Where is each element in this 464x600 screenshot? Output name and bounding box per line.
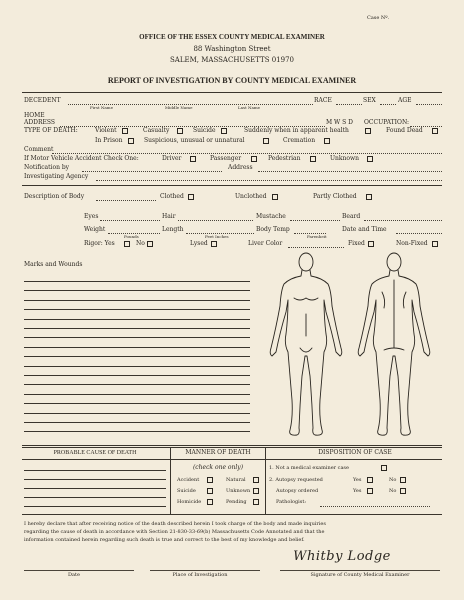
last-name-label: Last Name bbox=[238, 105, 261, 110]
body-temp-label: Body Temp bbox=[256, 226, 290, 233]
feet-inches-label: Feet Inches bbox=[205, 234, 229, 239]
manner-of-death-heading: MANNER OF DEATH bbox=[185, 449, 251, 456]
table-divider-1 bbox=[170, 447, 171, 514]
fixed-label: Fixed bbox=[348, 240, 365, 247]
suspicious-checkbox[interactable] bbox=[263, 138, 269, 144]
investigating-agency-label: Investigating Agency bbox=[24, 173, 89, 180]
bottom-table-top-rule-2 bbox=[22, 447, 442, 448]
notification-label: Notification by bbox=[24, 164, 70, 171]
in-prison-label: In Prison bbox=[95, 137, 123, 144]
not-me-case-checkbox[interactable] bbox=[381, 465, 387, 471]
hair-label: Hair bbox=[162, 213, 176, 220]
decedent-label: DECEDENT bbox=[24, 97, 61, 104]
passenger-label: Passenger bbox=[210, 155, 242, 162]
accident-label: Accident bbox=[177, 477, 200, 483]
autopsy-ord-no-checkbox[interactable] bbox=[400, 488, 406, 494]
fixed-checkbox[interactable] bbox=[368, 241, 374, 247]
liver-color-label: Liver Color bbox=[248, 240, 283, 247]
driver-checkbox[interactable] bbox=[190, 156, 196, 162]
not-me-case-label: 1. Not a medical examiner case bbox=[269, 465, 349, 471]
casualty-checkbox[interactable] bbox=[177, 128, 183, 134]
autopsy-req-yes-label: Yes bbox=[353, 477, 362, 483]
beard-line[interactable] bbox=[364, 220, 442, 221]
comment-line[interactable] bbox=[52, 153, 442, 154]
homicide-label: Homicide bbox=[177, 499, 202, 505]
mustache-label: Mustache bbox=[256, 213, 286, 220]
mustache-line[interactable] bbox=[290, 220, 340, 221]
cremation-checkbox[interactable] bbox=[324, 138, 330, 144]
marks-wounds-line[interactable] bbox=[24, 422, 250, 423]
marks-wounds-line[interactable] bbox=[24, 384, 250, 385]
probable-cause-line[interactable] bbox=[24, 470, 166, 471]
address-label: ADDRESS bbox=[24, 119, 55, 126]
farenheit-label: Farenheit bbox=[307, 234, 327, 239]
homicide-checkbox[interactable] bbox=[207, 499, 213, 505]
section-rule-1 bbox=[22, 185, 442, 186]
length-label: Length bbox=[162, 226, 184, 233]
autopsy-ord-yes-label: Yes bbox=[353, 488, 362, 494]
rigor-no-label: No bbox=[136, 240, 145, 247]
suspicious-label: Suspicious, unusual or unnatural bbox=[144, 137, 245, 144]
probable-cause-line[interactable] bbox=[24, 479, 166, 480]
notification-address-label: Address bbox=[228, 164, 253, 171]
sudden-label: Suddenly when in apparent health bbox=[244, 127, 349, 134]
partly-clothed-checkbox[interactable] bbox=[366, 194, 372, 200]
marks-wounds-line[interactable] bbox=[24, 337, 250, 338]
suicide-checkbox[interactable] bbox=[221, 128, 227, 134]
non-fixed-label: Non-Fixed bbox=[396, 240, 428, 247]
body-back-icon bbox=[358, 253, 430, 435]
hair-line[interactable] bbox=[178, 220, 253, 221]
partly-clothed-label: Partly Clothed bbox=[313, 193, 357, 200]
marital-status-label: M W S D bbox=[326, 119, 353, 126]
lysed-checkbox[interactable] bbox=[211, 241, 217, 247]
marks-wounds-line[interactable] bbox=[24, 413, 250, 414]
bottom-table-bottom-rule bbox=[22, 514, 442, 515]
pathologist-label: Pathologist: bbox=[276, 499, 307, 505]
middle-name-label: Middle Name bbox=[165, 105, 193, 110]
beard-label: Beard bbox=[342, 213, 361, 220]
pending-checkbox[interactable] bbox=[253, 499, 259, 505]
in-prison-checkbox[interactable] bbox=[128, 138, 134, 144]
probable-cause-line[interactable] bbox=[24, 488, 166, 489]
autopsy-requested-label: 2. Autopsy requested bbox=[269, 477, 323, 483]
place-line[interactable] bbox=[150, 570, 260, 571]
declaration-line-2: regarding the cause of death in accordance with Section 21-830-33-69(b) Massachusetts Code Annotated and that the bbox=[24, 529, 325, 535]
sudden-checkbox[interactable] bbox=[365, 128, 371, 134]
marks-wounds-line[interactable] bbox=[24, 290, 250, 291]
autopsy-req-no-label: No bbox=[389, 477, 397, 483]
natural-label: Natural bbox=[226, 477, 246, 483]
date-time-line[interactable] bbox=[396, 233, 442, 234]
comment-label: Comment bbox=[24, 146, 54, 153]
examiner-signature: Whitby Lodge bbox=[293, 549, 391, 564]
race-line[interactable] bbox=[336, 104, 362, 105]
check-one-note: (check one only) bbox=[192, 464, 244, 471]
pounds-label: Pounds bbox=[124, 234, 139, 239]
manner-suicide-checkbox[interactable] bbox=[207, 488, 213, 494]
clothed-label: Clothed bbox=[160, 193, 184, 200]
unknown-label: Unknown bbox=[330, 155, 360, 162]
found-dead-checkbox[interactable] bbox=[432, 128, 438, 134]
rigor-yes-checkbox[interactable] bbox=[124, 241, 130, 247]
autopsy-req-no-checkbox[interactable] bbox=[400, 477, 406, 483]
race-label: RACE bbox=[314, 97, 332, 104]
pathologist-line[interactable] bbox=[320, 506, 430, 507]
age-line[interactable] bbox=[416, 104, 442, 105]
occupation-label: OCCUPATION: bbox=[364, 119, 409, 126]
liver-color-line[interactable] bbox=[288, 247, 344, 248]
marks-wounds-line[interactable] bbox=[24, 431, 250, 432]
date-label: Date bbox=[68, 572, 80, 578]
body-front-icon bbox=[270, 253, 342, 435]
marks-wounds-line[interactable] bbox=[24, 394, 250, 395]
marks-wounds-line[interactable] bbox=[24, 347, 250, 348]
age-label: AGE bbox=[398, 97, 412, 104]
autopsy-ord-yes-checkbox[interactable] bbox=[367, 488, 373, 494]
report-title: REPORT OF INVESTIGATION BY COUNTY MEDICAL EXAMINER bbox=[107, 76, 357, 85]
probable-cause-heading: PROBABLE CAUSE OF DEATH bbox=[53, 450, 137, 456]
notification-address-line[interactable] bbox=[258, 171, 442, 172]
rigor-no-checkbox[interactable] bbox=[147, 241, 153, 247]
non-fixed-checkbox[interactable] bbox=[432, 241, 438, 247]
violent-label: Violent bbox=[95, 127, 117, 134]
home-label: HOME bbox=[24, 112, 45, 119]
motor-vehicle-label: If Motor Vehicle Accident Check One: bbox=[24, 155, 139, 162]
manner-suicide-label: Suicide bbox=[177, 488, 196, 494]
disposition-heading: DISPOSITION OF CASE bbox=[318, 449, 392, 456]
office-city: SALEM, MASSACHUSETTS 01970 bbox=[170, 56, 294, 64]
marks-wounds-line[interactable] bbox=[24, 281, 250, 282]
notification-line[interactable] bbox=[82, 171, 222, 172]
sex-line[interactable] bbox=[380, 104, 396, 105]
header-rule bbox=[22, 92, 442, 93]
autopsy-ordered-label: Autopsy ordered bbox=[276, 488, 319, 494]
date-time-label: Date and Time bbox=[342, 226, 387, 233]
marks-wounds-line[interactable] bbox=[24, 366, 250, 367]
lysed-label: Lysed bbox=[190, 240, 208, 247]
body-diagram-icon bbox=[264, 252, 440, 440]
signature-line[interactable] bbox=[280, 570, 440, 571]
eyes-label: Eyes bbox=[84, 213, 99, 220]
marks-wounds-line[interactable] bbox=[24, 309, 250, 310]
marks-wounds-line[interactable] bbox=[24, 328, 250, 329]
marks-wounds-label: Marks and Wounds bbox=[24, 261, 83, 268]
suicide-label: Suicide bbox=[193, 127, 216, 134]
probable-cause-line[interactable] bbox=[24, 497, 166, 498]
sex-label: SEX bbox=[363, 97, 376, 104]
clothed-checkbox[interactable] bbox=[188, 194, 194, 200]
type-of-death-label: TYPE OF DEATH: bbox=[24, 127, 78, 134]
rigor-label: Rigor: Yes bbox=[84, 240, 115, 247]
weight-label: Weight bbox=[84, 226, 106, 233]
date-line[interactable] bbox=[24, 570, 134, 571]
unknown-checkbox[interactable] bbox=[367, 156, 373, 162]
casualty-label: Casualty bbox=[143, 127, 170, 134]
table-divider-2 bbox=[265, 447, 266, 514]
bottom-table-header-rule bbox=[22, 459, 442, 460]
pending-label: Pending bbox=[226, 499, 247, 505]
probable-cause-line[interactable] bbox=[24, 506, 166, 507]
manner-unknown-label: Unknown bbox=[226, 488, 251, 494]
description-line[interactable] bbox=[96, 200, 156, 201]
investigating-agency-line[interactable] bbox=[96, 180, 442, 181]
signature-label: Signature of County Medical Examiner bbox=[310, 572, 410, 578]
marks-wounds-line[interactable] bbox=[24, 300, 250, 301]
driver-label: Driver bbox=[162, 155, 182, 162]
autopsy-ord-no-label: No bbox=[389, 488, 397, 494]
manner-unknown-checkbox[interactable] bbox=[253, 488, 259, 494]
declaration-line-3: information contained herein regarding such death is true and correct to the best of my knowledge and belief. bbox=[24, 537, 305, 543]
found-dead-label: Found Dead bbox=[386, 127, 423, 134]
cremation-label: Cremation bbox=[283, 137, 316, 144]
place-label: Place of Investigation bbox=[172, 572, 228, 578]
eyes-line[interactable] bbox=[100, 220, 160, 221]
first-name-label: First Name bbox=[90, 105, 113, 110]
violent-checkbox[interactable] bbox=[122, 128, 128, 134]
bottom-table-top-rule bbox=[22, 445, 442, 446]
marks-wounds-line[interactable] bbox=[24, 356, 250, 357]
case-number-label: Case Nº. bbox=[367, 15, 390, 21]
declaration-line-1: I hereby declare that after receiving notice of the death described herein I took charge of the body and made inquiries bbox=[24, 521, 326, 527]
pedestrian-checkbox[interactable] bbox=[310, 156, 316, 162]
accident-checkbox[interactable] bbox=[207, 477, 213, 483]
autopsy-req-yes-checkbox[interactable] bbox=[367, 477, 373, 483]
passenger-checkbox[interactable] bbox=[251, 156, 257, 162]
natural-checkbox[interactable] bbox=[253, 477, 259, 483]
description-label: Description of Body bbox=[24, 193, 85, 200]
unclothed-checkbox[interactable] bbox=[272, 194, 278, 200]
marks-wounds-line[interactable] bbox=[24, 319, 250, 320]
marks-wounds-line[interactable] bbox=[24, 403, 250, 404]
office-street: 88 Washington Street bbox=[193, 45, 271, 53]
marks-wounds-line[interactable] bbox=[24, 375, 250, 376]
pedestrian-label: Pedestrian bbox=[268, 155, 301, 162]
unclothed-label: Unclothed bbox=[235, 193, 267, 200]
office-title: OFFICE OF THE ESSEX COUNTY MEDICAL EXAMINER bbox=[139, 33, 325, 41]
